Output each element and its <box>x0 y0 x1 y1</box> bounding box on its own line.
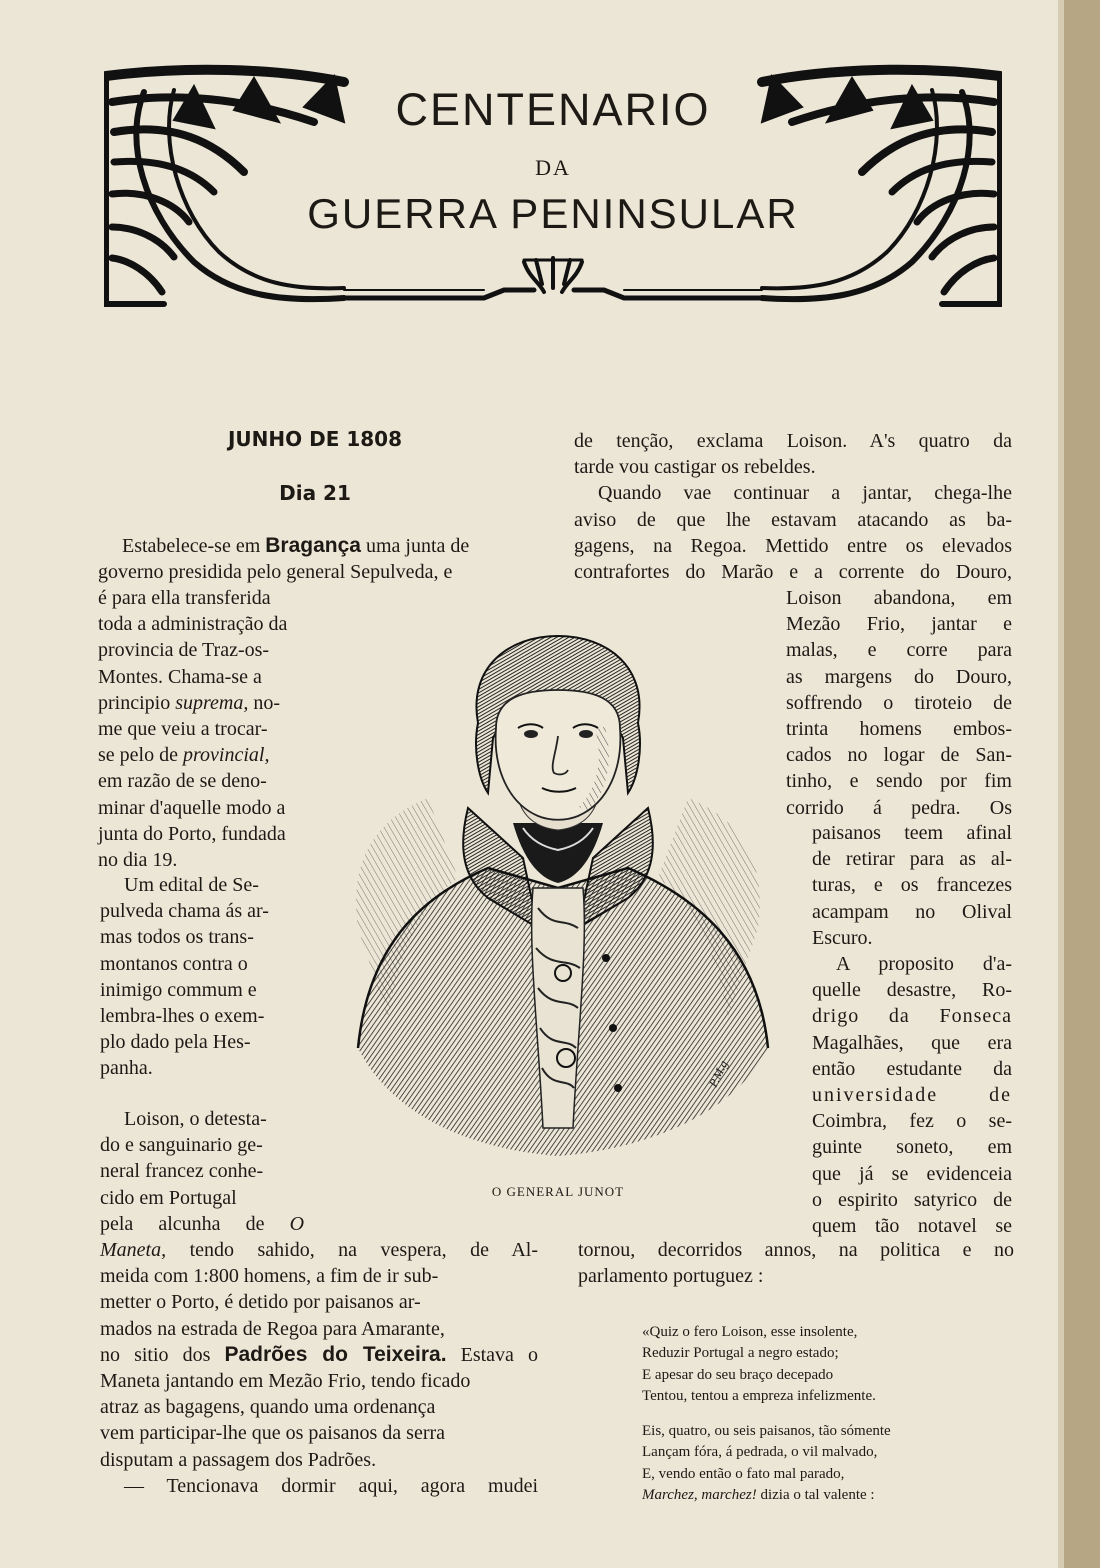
text-line: A proposito d'a- <box>836 953 1012 976</box>
poem-line: Eis, quatro, ou seis paisanos, tão sómente <box>642 1423 891 1440</box>
text-line: atraz as bagagens, quando uma ordenança <box>100 1396 436 1419</box>
text-line: junta do Porto, fundada <box>98 822 286 845</box>
text-line: disputam a passagem dos Padrões. <box>100 1448 377 1471</box>
text-line: lembra-lhes o exem- <box>100 1005 265 1028</box>
right-narrow-block-1 <box>786 585 1012 821</box>
text-line: Escuro. <box>812 926 873 949</box>
text-line: Magalhães, que era <box>812 1031 1012 1054</box>
left-wide-block <box>100 1237 538 1499</box>
text-line: soffrendo o tiroteio de <box>786 691 1012 714</box>
header-title-top: CENTENARIO <box>395 84 711 135</box>
text-line: tinho, e sendo por fim <box>786 770 1012 793</box>
stanza-gap <box>642 1407 972 1421</box>
text-line: panha. <box>100 1057 153 1080</box>
text-line: tornou, decorridos annos, na politica e no <box>578 1239 1014 1261</box>
text-line: montanos contra o <box>100 952 248 975</box>
text-line: o espirito satyrico de <box>812 1188 1012 1211</box>
text-line: aviso de que lhe estavam atacando as ba- <box>574 508 1012 531</box>
text-line: — Tencionava dormir aqui, agora mudei <box>124 1474 538 1497</box>
text-line: provincia de Traz-os- <box>98 639 270 662</box>
text-line: no sitio dos Padrões do Teixeira. Estava o <box>100 1342 539 1366</box>
text-line: mados na estrada de Regoa para Amarante, <box>100 1317 445 1340</box>
text-line: cido em Portugal <box>100 1186 237 1209</box>
text-line: plo dado pela Hes- <box>100 1031 251 1054</box>
text-line: corrido á pedra. Os <box>786 796 1012 819</box>
text-line: drigo da Fonseca <box>812 1005 1012 1028</box>
text-line: universidade de <box>812 1084 1012 1107</box>
right-top-block <box>574 428 1012 585</box>
portrait-caption: O GENERAL JUNOT <box>491 1184 625 1199</box>
text-line: malas, e corre para <box>786 639 1012 662</box>
text-line: cados no logar de San- <box>786 744 1012 767</box>
text-line: minar d'aquelle modo a <box>98 796 286 819</box>
left-narrow-block-3 <box>100 1106 304 1237</box>
engraver-signature: P.M.g <box>706 1058 731 1090</box>
text-line: mas todos os trans- <box>100 926 254 949</box>
poem-line: E, vendo então o fato mal parado, <box>642 1465 845 1482</box>
poem-line: Tentou, tentou a empreza infelizmente. <box>642 1387 876 1404</box>
text-line: toda a administração da <box>98 613 288 636</box>
text-line: vem participar-lhe que os paisanos da serra <box>100 1422 446 1445</box>
article-subheading: Dia 21 <box>279 481 351 505</box>
text-line: Um edital de Se- <box>124 874 259 896</box>
text-line: as margens do Douro, <box>786 665 1012 688</box>
text-line: paisanos teem afinal <box>812 822 1012 844</box>
text-line: neral francez conhe- <box>100 1160 264 1183</box>
text-line: Montes. Chama-se a <box>98 665 262 688</box>
text-line: acampam no Olival <box>812 900 1012 923</box>
ornamental-header <box>104 62 1002 310</box>
text-line: Coimbra, fez o se- <box>812 1110 1012 1133</box>
text-line: parlamento portuguez : <box>578 1265 764 1288</box>
left-narrow-block-2 <box>100 872 304 1082</box>
text-line: é para ella transferida <box>98 587 271 609</box>
text-line: Maneta, tendo sahido, na vespera, de Al- <box>100 1239 538 1261</box>
text-line: do e sanguinario ge- <box>100 1134 263 1157</box>
left-intro-block <box>98 533 532 585</box>
text-line: Loison abandona, em <box>786 587 1012 609</box>
text-line: que já se evidenceia <box>812 1162 1012 1185</box>
portrait-engraving <box>338 628 778 1173</box>
text-line: quem tão notavel se <box>812 1215 1012 1238</box>
text-line: então estudante da <box>812 1057 1012 1080</box>
text-line: pulveda chama ás ar- <box>100 900 269 923</box>
text-line: turas, e os francezes <box>812 874 1012 897</box>
text-line: meida com 1:800 homens, a fim de ir sub- <box>100 1265 439 1288</box>
text-line: no dia 19. <box>98 849 178 872</box>
header-title-mid: DA <box>535 155 571 180</box>
text-line: trinta homens embos- <box>786 718 1012 741</box>
right-bottom-block <box>578 1237 1014 1289</box>
poem-line: E apesar do seu braço decepado <box>642 1366 834 1383</box>
page-edge <box>1064 0 1100 1568</box>
text-line: Maneta jantando em Mezão Frio, tendo ficado <box>100 1370 471 1393</box>
text-line: Loison, o detesta- <box>124 1108 267 1130</box>
poem-line: Lançam fóra, á pedrada, o vil malvado, <box>642 1444 878 1461</box>
text-line: metter o Porto, é detido por paisanos ar- <box>100 1291 421 1314</box>
article-heading: JUNHO DE 1808 <box>227 427 402 451</box>
poem-line: «Quiz o fero Loison, esse insolente, <box>642 1324 858 1340</box>
sonnet <box>642 1322 972 1506</box>
text-line: contrafortes do Marão e a corrente do Douro, <box>574 561 1012 584</box>
poem-line: Marchez, marchez! dizia o tal valente : <box>642 1487 875 1504</box>
text-line: Estabelece-se em Bragança uma junta de <box>122 534 470 557</box>
text-line: pela alcunha de O <box>100 1212 305 1235</box>
text-line: guinte soneto, em <box>812 1136 1012 1159</box>
text-line: de tenção, exclama Loison. A's quatro da <box>574 430 1012 452</box>
text-line: inimigo commum e <box>100 978 257 1001</box>
text-line: me que veiu a trocar- <box>98 718 268 741</box>
poem-line: Reduzir Portugal a negro estado; <box>642 1345 839 1362</box>
text-line: se pelo de provincial, <box>98 744 270 767</box>
text-line: em razão de se deno- <box>98 770 267 793</box>
text-line: Quando vae continuar a jantar, chega-lhe <box>598 482 1012 505</box>
text-line: tarde vou castigar os rebeldes. <box>574 456 816 479</box>
text-line: Mezão Frio, jantar e <box>786 613 1012 636</box>
header-title-bottom: GUERRA PENINSULAR <box>307 190 799 237</box>
right-narrow-block-2 <box>812 820 1012 1239</box>
text-line: de retirar para as al- <box>812 848 1012 871</box>
text-line: governo presidida pelo general Sepulveda, e <box>98 561 453 584</box>
text-line: quelle desastre, Ro- <box>812 979 1012 1002</box>
junot-portrait <box>338 628 778 1173</box>
left-narrow-block-1 <box>98 585 326 873</box>
text-line: gagens, na Regoa. Mettido entre os elevados <box>574 534 1012 557</box>
text-line: principio suprema, no- <box>98 691 281 714</box>
